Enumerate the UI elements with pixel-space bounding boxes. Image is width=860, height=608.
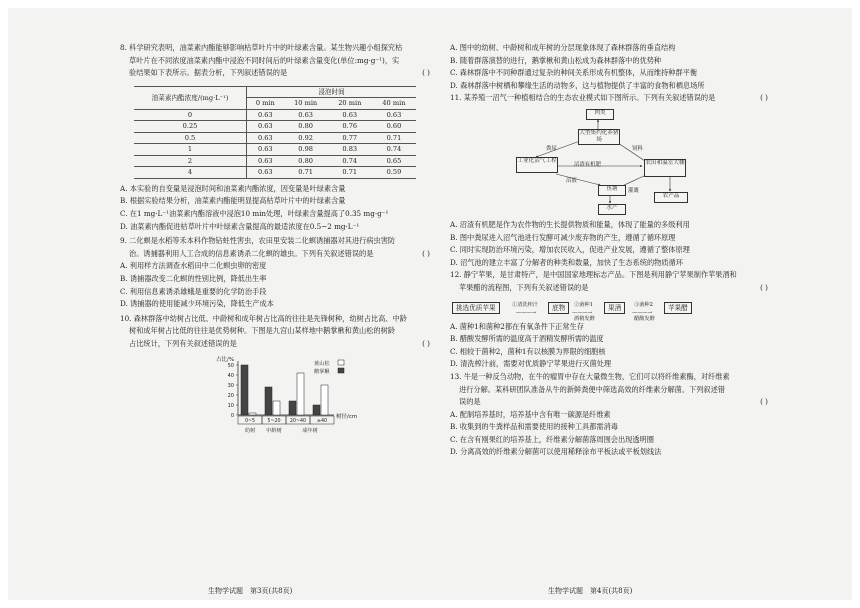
row-label: 0.5 xyxy=(134,132,247,144)
tree-age-bar-chart xyxy=(216,353,416,437)
node-meat: 肉类 xyxy=(586,109,614,120)
option: B. 诱捕器改变二化螟的性别比例，降低出生率 xyxy=(120,273,267,283)
question-12 xyxy=(450,269,768,371)
x-tick-label: 0~5 xyxy=(244,418,256,424)
table-row xyxy=(134,121,416,133)
x-tick-label: 20~40 xyxy=(289,418,307,424)
option: B. 图中粪尿进入沼气池进行发酵可减少废弃物的产生，遵循了循环原理 xyxy=(450,232,676,242)
bar-ezhangqiu xyxy=(313,405,320,415)
table-col-header: 40 min xyxy=(372,98,416,110)
group-label: 成年树 xyxy=(302,427,318,434)
option: D. 森林群落中树栖和攀缘生活的动物多，这与植物提供了丰富的食物和栖息场所 xyxy=(450,80,705,90)
cell: 0.63 xyxy=(247,167,284,179)
option: C. 利用信息素诱杀雄蛾是重要的化学防治手段 xyxy=(120,286,267,296)
option: C. 在1 mg·L⁻¹油菜素内酯溶液中浸泡10 min处理，叶绿素含量提高了0.35 mg·g⁻¹ xyxy=(120,208,389,218)
label-slurry: 沼渣有机肥 xyxy=(574,161,601,168)
cell: 0.80 xyxy=(284,155,328,167)
cell: 0.77 xyxy=(328,132,372,144)
option: C. 相较于菌种2，菌种1有以核膜为界限的细胞核 xyxy=(450,346,606,356)
node-biogas: 工业化沼气工程 xyxy=(516,157,558,173)
flow-arrow-label: 醋酸发酵 xyxy=(634,315,655,322)
x-axis-label: 树径/cm xyxy=(336,413,358,420)
exam-sheet xyxy=(8,8,852,600)
table-group-header: 浸泡时间 xyxy=(247,86,417,98)
cell: 0.63 xyxy=(247,144,284,156)
table-row xyxy=(134,167,416,179)
answer-paren: ( ) xyxy=(760,397,768,407)
left-page xyxy=(120,42,430,437)
row-label: 2 xyxy=(134,155,247,167)
x-tick-label: ≥40 xyxy=(316,418,328,424)
flow-step-apple: 挑选优质苹果 xyxy=(452,302,500,314)
cell: 0.83 xyxy=(328,144,372,156)
y-tick-label: 40 xyxy=(227,372,234,379)
answer-paren: ( ) xyxy=(760,282,768,292)
cell: 0.71 xyxy=(372,132,416,144)
cell: 0.80 xyxy=(284,121,328,133)
answer-paren: ( ) xyxy=(422,248,430,258)
table-row xyxy=(134,109,416,121)
flow-arrow-label: ③菌种2 xyxy=(634,301,653,308)
flow-arrow-label: ①清洗榨汁 xyxy=(512,301,538,308)
flow-arrow-label: 酒精发酵 xyxy=(574,315,595,322)
q10-line: 树和成年树占比低的往往是优势树种。下图是九宫山某样地中鹅掌楸和黄山松的树龄 xyxy=(129,326,395,336)
row-label: 4 xyxy=(134,167,247,179)
row-label: 0.25 xyxy=(134,121,247,133)
bar-ezhangqiu xyxy=(289,401,296,415)
bar-ezhangqiu xyxy=(265,387,272,415)
cell: 0.98 xyxy=(284,144,328,156)
cell: 0.63 xyxy=(247,121,284,133)
node-farmland: 农田和温室大棚 xyxy=(644,159,686,177)
cell: 0.74 xyxy=(328,155,372,167)
group-label: 幼树 xyxy=(244,427,256,434)
page-footer-left: 生物学试题 第3页(共8页) xyxy=(208,587,293,595)
question-10 xyxy=(120,313,430,437)
q13-line: 13. 牛是一种反刍动物，在牛的瘤胃中存在大量微生物，它们可以将纤维素酶，对纤维素 xyxy=(450,371,730,381)
node-aquatic: 水产 xyxy=(598,204,626,215)
option: B. 醋酸发酵所需的温度高于酒精发酵所需的温度 xyxy=(450,334,604,344)
cell: 0.59 xyxy=(372,167,416,179)
flow-step-vinegar: 苹果醋 xyxy=(664,302,692,314)
label-liquid: 沼液 xyxy=(566,177,577,184)
q8-line: 验结果如下表所示。据表分析，下列叙述错误的是 ( ) xyxy=(120,67,430,80)
y-tick-label: 0 xyxy=(230,412,234,419)
option: D. 诱捕器的使用能减少环境污染，降低生产成本 xyxy=(120,299,274,309)
cell: 0.74 xyxy=(372,144,416,156)
flow-arrow-label: ②菌种1 xyxy=(574,301,593,308)
table-corner: 油菜素内酯浓度/(mg·L⁻¹) xyxy=(134,86,247,109)
option: D. 沼气池的建立丰富了分解者的种类和数量，加快了生态系统的物质循环 xyxy=(450,257,683,267)
option: D. 分离高效的纤维素分解菌可以使用稀释涂布平板法或平板划线法 xyxy=(450,447,662,457)
y-tick-label: 20 xyxy=(227,392,234,399)
table-col-header: 0 min xyxy=(247,98,284,110)
option: C. 同时实现防治环境污染，增加农民收入，促进产业发展，遵循了整体原理 xyxy=(450,245,690,255)
q8-table xyxy=(134,86,416,179)
cell: 0.65 xyxy=(372,155,416,167)
cell: 0.71 xyxy=(328,167,372,179)
table-col-header: 10 min xyxy=(284,98,328,110)
cell: 0.63 xyxy=(284,109,328,121)
node-pig-farm: 大型集约化养猪场 xyxy=(578,129,620,145)
q10-line: 10. 森林群落中幼树占比低、中龄树和成年树占比高的往往是先锋树种，幼树占比高、中龄 xyxy=(120,313,407,323)
flow-step-wine: 果酒 xyxy=(604,302,625,314)
answer-paren: ( ) xyxy=(422,338,430,348)
question-13 xyxy=(450,371,768,459)
q13-line: 误的是 ( ) xyxy=(450,396,768,409)
option: B. 根据实验结果分析，油菜素内酯能明显提高枯草叶片中的叶绿素含量 xyxy=(120,196,346,206)
q13-line: 进行分解。某科研团队准备从牛的新鲜粪便中筛选高效的纤维素分解菌。下列叙述错 xyxy=(459,384,725,394)
answer-paren: ( ) xyxy=(760,93,768,103)
table-row xyxy=(134,155,416,167)
node-fish-pond: 鱼塘 xyxy=(598,185,626,196)
legend-swatch xyxy=(338,368,344,373)
q11-line: 11. 某养殖一沼气一种植相结合的生态农业模式如下图所示。下列有关叙述错误的是 ( ) xyxy=(450,92,768,105)
y-tick-label: 10 xyxy=(227,402,234,409)
option: A. 配制培养基时，培养基中含有唯一碳源是纤维素 xyxy=(450,409,611,419)
cell: 0.63 xyxy=(372,109,416,121)
table-row xyxy=(134,132,416,144)
label-irrigation: 灌溉 xyxy=(628,187,639,194)
question-8 xyxy=(120,42,430,233)
cell: 0.63 xyxy=(247,132,284,144)
cell: 0.76 xyxy=(328,121,372,133)
q12-line: 苹果醋的流程图，下列有关叙述错误的是 ( ) xyxy=(450,282,768,295)
option: C. 森林群落中不同种群通过复杂的种间关系形成有机整体，从而维持种群平衡 xyxy=(450,68,698,78)
y-tick-label: 30 xyxy=(227,382,234,389)
bar-huangshansong xyxy=(297,373,304,415)
process-flow: 挑选优质苹果 ①清洗榨汁 ———→ 底物 ②菌种1 ———→ 酒精发酵 果酒 ③菌种2 ———→ 醋酸发酵 苹果醋 xyxy=(450,299,768,317)
cell: 0.63 xyxy=(328,109,372,121)
group-label: 中龄树 xyxy=(266,427,282,434)
page-footer-right: 生物学试题 第4页(共8页) xyxy=(548,587,633,595)
option: B. 收集到的牛粪样品和需要使用的接种工具都需消毒 xyxy=(450,422,618,432)
table-row xyxy=(134,144,416,156)
x-tick-label: 5~20 xyxy=(267,418,281,424)
bar-huangshansong xyxy=(321,385,328,415)
option: A. 沼渣有机肥是作为农作物的生长提供物质和能量，体现了能量的多级利用 xyxy=(450,219,690,229)
bar-ezhangqiu xyxy=(241,365,248,415)
cell: 0.71 xyxy=(284,167,328,179)
cell: 0.92 xyxy=(284,132,328,144)
flow-step-substrate: 底物 xyxy=(548,302,569,314)
option: D. 清洗榨汁前，需要对优质静宁苹果进行灭菌处理 xyxy=(450,359,612,369)
q12-line: 12. 静宁苹果，是甘肃特产，是中国国家地理标志产品。下图是利用静宁苹果制作苹果酒和 xyxy=(450,270,737,280)
q9-line: 治。诱捕器利用人工合成的信息素诱杀二化螟的雄虫。下列有关叙述错误的是 ( ) xyxy=(120,248,430,261)
legend-label: 鹅掌楸 xyxy=(314,368,330,375)
row-label: 0 xyxy=(134,109,247,121)
row-label: 1 xyxy=(134,144,247,156)
cell: 0.60 xyxy=(372,121,416,133)
node-produce: 农产品 xyxy=(654,192,688,203)
q10-line: 占比统计，下列有关叙述错误的是 ( ) xyxy=(120,338,430,351)
q8-line: 8. 科学研究表明，油菜素内酯能够影响枯草叶片中的叶绿素含量。某生物兴趣小组探究枯 xyxy=(120,43,403,52)
q8-line: 草叶片在不同浓度油菜素内酯中浸泡不同时间后的叶绿素含量变化(单位:mg·g⁻¹)，实 xyxy=(129,55,400,65)
cell: 0.63 xyxy=(247,109,284,121)
label-manure: 粪尿 xyxy=(546,145,557,152)
option: B. 随着群落演替的进行，鹅掌楸和黄山松成为森林群落中的优势种 xyxy=(450,55,662,65)
legend-swatch xyxy=(338,360,344,365)
right-page xyxy=(450,42,768,459)
option: A. 菌种1和菌种2都在有氧条件下正常生存 xyxy=(450,321,584,331)
table-col-header: 20 min xyxy=(328,98,372,110)
option: D. 油菜素内酯促进枯草叶片中叶绿素含量提高的最适浓度在0.5~2 mg·L⁻¹ xyxy=(120,221,360,231)
option: C. 在含有刚果红的培养基上，纤维素分解菌落周围会出现透明圈 xyxy=(450,434,654,444)
label-feed: 饲料 xyxy=(632,145,643,152)
q9-line: 9. 二化螟是水稻等禾本科作物钻蛀性害虫，农田里安装二化螟诱捕器对其进行病虫害防 xyxy=(120,236,396,246)
option: A. 图中的幼树、中龄树和成年树的分层现象体现了森林群落的垂直结构 xyxy=(450,43,676,52)
cell: 0.63 xyxy=(247,155,284,167)
option: A. 本实验的自变量是浸泡时间和油菜素内酯浓度，因变量是叶绿素含量 xyxy=(120,183,346,193)
eco-farm-diagram xyxy=(450,107,750,217)
y-axis-label: 占比/% xyxy=(216,356,235,363)
question-9 xyxy=(120,235,430,311)
legend-label: 黄山松 xyxy=(314,360,330,367)
bar-huangshansong xyxy=(249,413,256,415)
question-11 xyxy=(450,92,768,269)
option: A. 利用样方法调查水稻田中二化螟虫卵的密度 xyxy=(120,261,267,271)
answer-paren: ( ) xyxy=(422,68,430,78)
y-tick-label: 50 xyxy=(227,362,234,369)
bar-huangshansong xyxy=(273,401,280,415)
